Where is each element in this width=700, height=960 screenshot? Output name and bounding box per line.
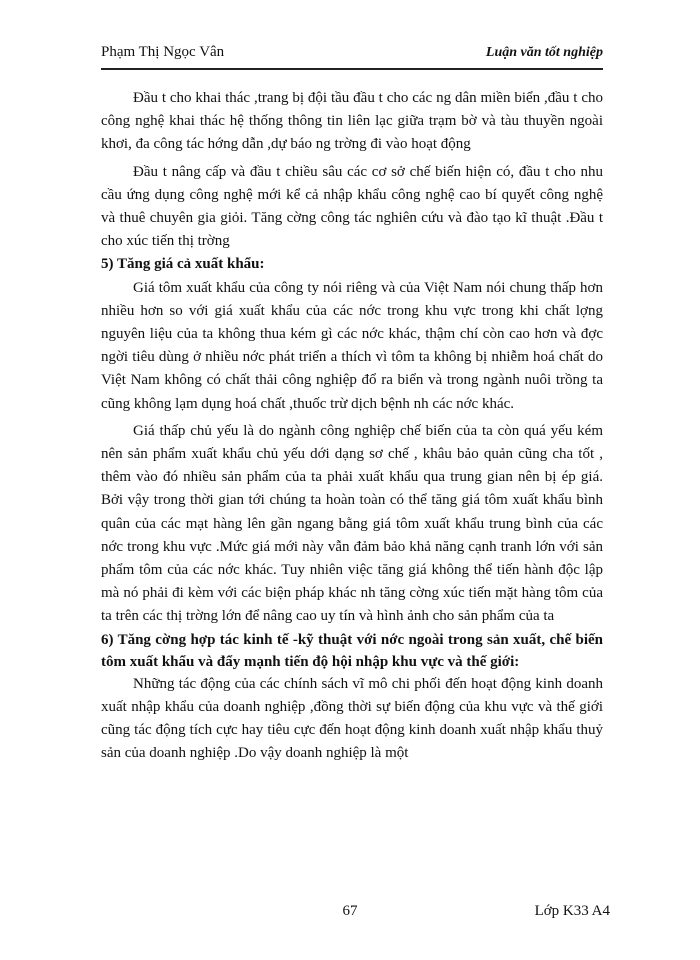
paragraph-4: Giá thấp chủ yếu là do ngành công nghiệp chế biến của ta còn quá yếu kém nên sản phẩm xuất khẩu chủ yếu dới dạng sơ chế , khâu bảo quản cũng cha tốt , thêm vào đó nhiều sản phẩm của ta phải xuất khẩu qua trung gian nên bị ép giá. Bởi vậy trong thời gian tới chúng ta hoàn toàn có thể tăng giá tôm xuất khẩu bình quân của các mạt hàng lên gần ngang bằng giá tôm xuất khẩu trung bình của các nớc trong khu vực .Mức giá mới này vẫn đảm bảo khả năng cạnh tranh lớn với sản phẩm tôm của các nớc khác. Tuy nhiên việc tăng giá không thể tiến hành độc lập mà nó phải đi kèm với các biện pháp khác nh tăng cờng xúc tiến mặt hàng tôm của ta trên các thị trờng lớn để nâng cao uy tín và hình ảnh cho sản phẩm của ta bbox=[101, 422, 603, 625]
paragraph-3: Giá tôm xuất khẩu của công ty nói riêng và của Việt Nam nói chung thấp hơn nhiều hơn so với giá xuất khẩu của các nớc trong khu vực trong khi chất lợng nguyên liệu của ta không thua kém gì các nớc khác, thậm chí còn cao hơn và đợc ngời tiêu dùng ở nhiều nớc phát triển a thích vì tôm ta không bị nhiễm hoá chất do Việt Nam không có chất thải công nghiệp đổ ra biển và trong ngành nuôi trồng ta cũng không lạm dụng hoá chất ,thuốc trừ dịch bệnh nh các nớc khác. bbox=[101, 279, 603, 412]
class-label: Lớp K33 A4 bbox=[534, 903, 610, 919]
paragraph-5: Những tác động của các chính sách vĩ mô chi phối đến hoạt động kinh doanh xuất nhập khẩu của doanh nghiệp ,đồng thời sự biến động của khu vực và thế giới cũng tác động tích cực hay tiêu cực đến hoạt động kinh doanh xuất nhập khẩu thuỷ sản của doanh nghiệp .Do vậy doanh nghiệp là một bbox=[101, 675, 603, 762]
document-type-title: Luận văn tốt nghiệp bbox=[485, 45, 603, 60]
section-heading-5: 5) Tăng giá cả xuất khẩu: bbox=[101, 256, 265, 273]
paragraph-1: Đầu t cho khai thác ,trang bị đội tầu đầu t cho các ng dân miền biển ,đầu t cho công nghệ khai thác hệ thống thông tin liên lạc giữa trạm bờ và tàu thuyền ngoài khơi, đa công tác hớng dẫn ,dự báo ng trờng đi vào hoạt động bbox=[101, 90, 603, 153]
author-name: Phạm Thị Ngọc Vân bbox=[101, 44, 225, 60]
page-number: 67 bbox=[342, 903, 358, 919]
section-heading-6: 6) Tăng cờng hợp tác kinh tế -kỹ thuật với nớc ngoài trong sản xuất, chế biến tôm xuất khẩu và đẩy mạnh tiến độ hội nhập khu vực và thế giới: bbox=[101, 631, 603, 670]
paragraph-2: Đầu t nâng cấp và đầu t chiều sâu các cơ sở chế biến hiện có, đầu t cho nhu cầu ứng dụng công nghệ mới kể cả nhập khẩu công nghệ cao bí quyết công nghệ và thuê chuyên gia giỏi. Tăng cờng công tác nghiên cứu và đào tạo kĩ thuật .Đầu t cho xúc tiến thị trờng bbox=[101, 163, 603, 250]
page-body bbox=[101, 87, 603, 769]
page-header bbox=[101, 38, 603, 70]
